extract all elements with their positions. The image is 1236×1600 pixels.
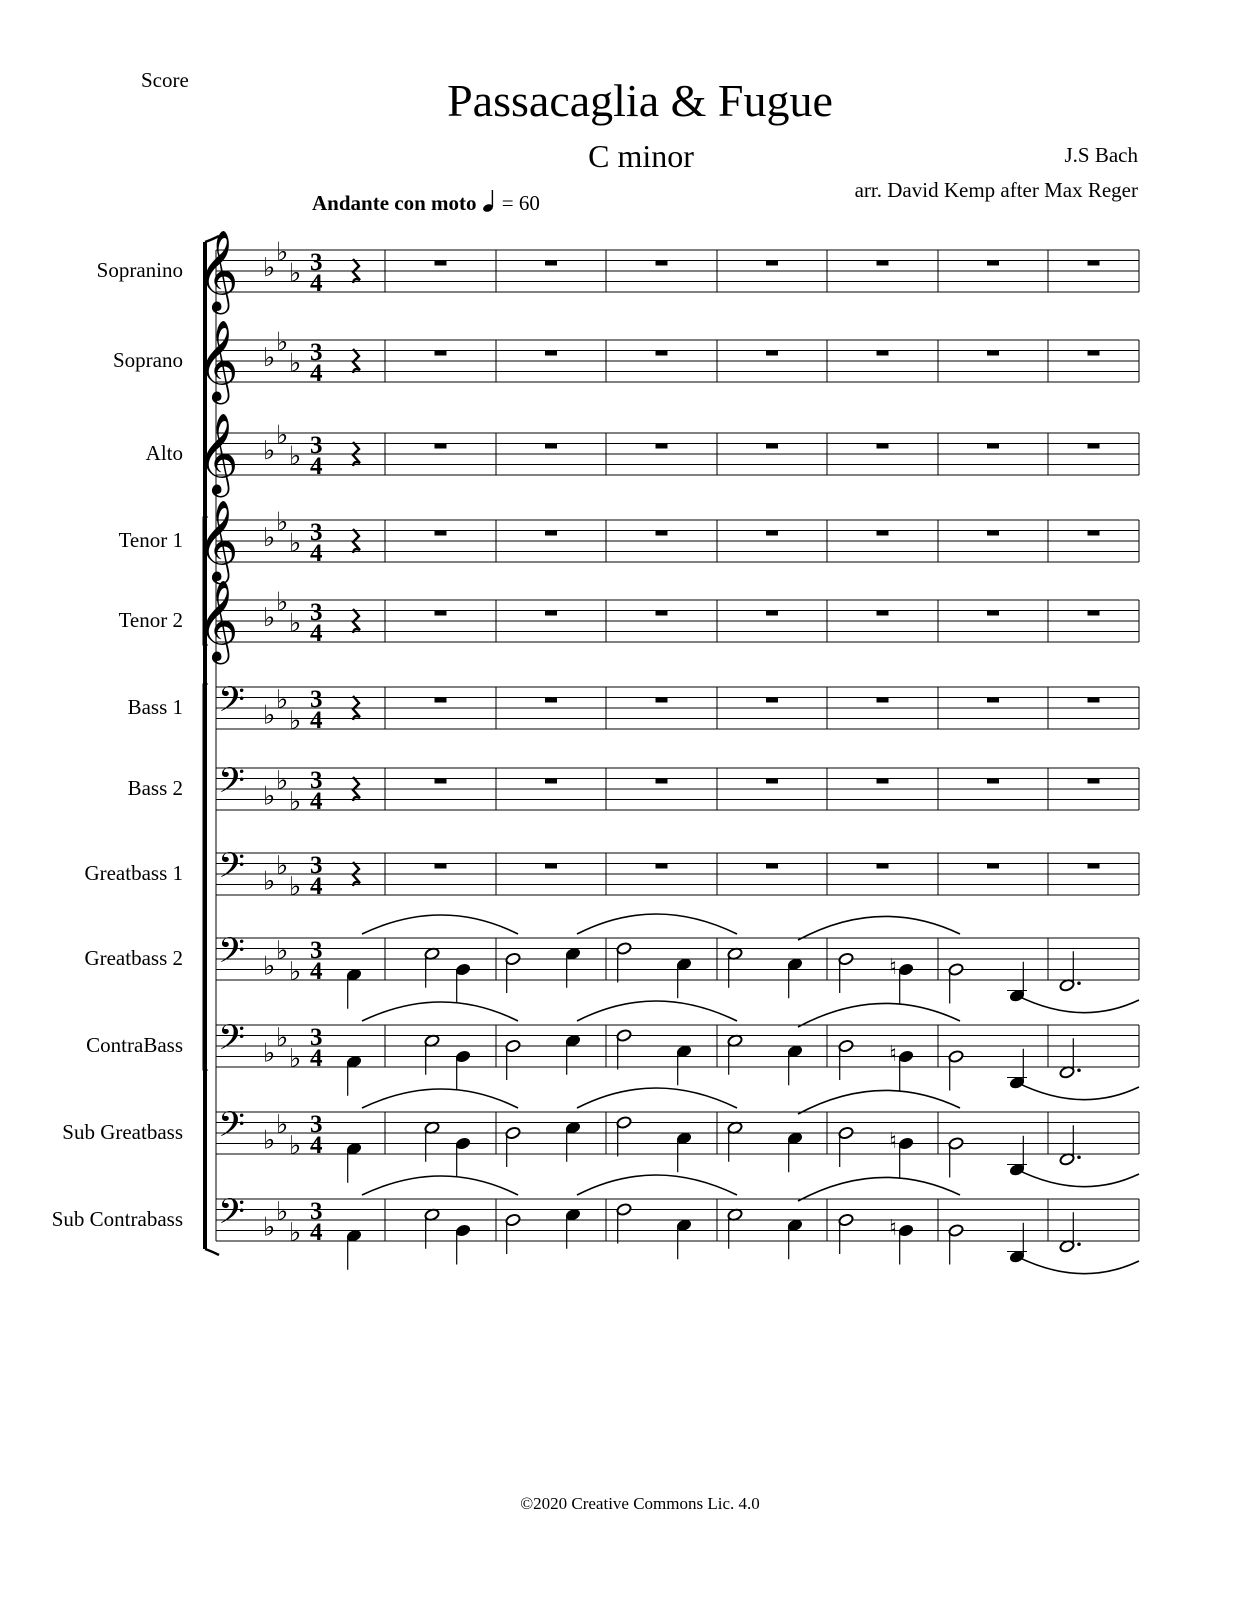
slur bbox=[362, 1002, 518, 1021]
whole-rest bbox=[545, 864, 557, 869]
whole-rest bbox=[766, 444, 778, 449]
flat-icon: ♭ bbox=[276, 507, 289, 538]
whole-rest bbox=[987, 351, 999, 356]
time-signature-top: 3 bbox=[310, 852, 323, 879]
whole-rest bbox=[877, 261, 889, 266]
flat-icon: ♭ bbox=[263, 343, 276, 373]
whole-rest bbox=[987, 444, 999, 449]
whole-rest bbox=[877, 611, 889, 616]
note-head bbox=[616, 1203, 632, 1217]
composer: J.S Bach bbox=[1064, 143, 1138, 167]
flat-icon: ♭ bbox=[263, 436, 276, 466]
flat-icon: ♭ bbox=[276, 765, 289, 796]
flat-icon: ♭ bbox=[289, 348, 302, 379]
natural-icon: ♮ bbox=[889, 1216, 897, 1241]
time-signature-bottom: 4 bbox=[310, 873, 323, 900]
time-signature-top: 3 bbox=[310, 432, 323, 459]
staff-sub-greatbass bbox=[216, 1088, 1139, 1187]
note-head bbox=[898, 1050, 914, 1064]
flat-icon: ♭ bbox=[276, 684, 289, 715]
flat-icon: ♭ bbox=[263, 253, 276, 283]
flat-icon: ♭ bbox=[289, 1043, 302, 1074]
flat-icon: ♭ bbox=[289, 1130, 302, 1161]
slur bbox=[577, 1088, 737, 1108]
flat-icon: ♭ bbox=[276, 1196, 289, 1227]
slur bbox=[1014, 1168, 1139, 1187]
whole-rest bbox=[766, 351, 778, 356]
note-head bbox=[838, 1213, 854, 1227]
staff-contrabass bbox=[216, 1001, 1139, 1100]
flat-icon: ♭ bbox=[263, 603, 276, 633]
flat-icon: ♭ bbox=[289, 786, 302, 817]
instrument-name: Greatbass 2 bbox=[84, 946, 183, 970]
piece-subtitle: C minor bbox=[588, 138, 694, 174]
staff-bass-2 bbox=[216, 760, 1139, 817]
staff-soprano bbox=[197, 319, 1139, 404]
time-signature-top: 3 bbox=[310, 686, 323, 713]
whole-rest bbox=[987, 261, 999, 266]
whole-rest bbox=[435, 531, 447, 536]
whole-rest bbox=[877, 864, 889, 869]
whole-rest bbox=[656, 611, 668, 616]
flat-icon: ♭ bbox=[276, 850, 289, 881]
note-head bbox=[898, 1137, 914, 1151]
whole-rest bbox=[435, 698, 447, 703]
staff-sub-contrabass bbox=[216, 1175, 1139, 1274]
staff-sopranino bbox=[197, 229, 1139, 314]
natural-icon: ♮ bbox=[889, 1042, 897, 1067]
instrument-name: Greatbass 1 bbox=[84, 861, 183, 885]
whole-rest bbox=[1088, 779, 1100, 784]
staff-greatbass-1 bbox=[216, 845, 1139, 902]
bass-clef-icon: 𝄢 bbox=[218, 1191, 246, 1240]
whole-rest bbox=[877, 444, 889, 449]
whole-rest bbox=[656, 261, 668, 266]
time-signature-bottom: 4 bbox=[310, 1219, 323, 1246]
whole-rest bbox=[766, 531, 778, 536]
whole-rest bbox=[1088, 351, 1100, 356]
whole-rest bbox=[435, 611, 447, 616]
flat-icon: ♭ bbox=[289, 1217, 302, 1248]
whole-rest bbox=[545, 351, 557, 356]
time-signature-bottom: 4 bbox=[310, 360, 323, 387]
slur bbox=[577, 1175, 737, 1195]
flat-icon: ♭ bbox=[263, 1212, 276, 1243]
note-head bbox=[505, 952, 521, 966]
note-head bbox=[838, 952, 854, 966]
treble-clef-icon: 𝄞 bbox=[197, 229, 239, 311]
whole-rest bbox=[1088, 531, 1100, 536]
note-head bbox=[898, 963, 914, 977]
slur bbox=[798, 916, 960, 940]
flat-icon: ♭ bbox=[263, 1038, 276, 1069]
flat-icon: ♭ bbox=[276, 935, 289, 966]
treble-clef-icon: 𝄞 bbox=[197, 319, 239, 401]
time-signature-top: 3 bbox=[310, 249, 323, 276]
tempo-value: = 60 bbox=[501, 191, 540, 215]
flat-icon: ♭ bbox=[276, 237, 289, 268]
whole-rest bbox=[877, 531, 889, 536]
whole-rest bbox=[545, 261, 557, 266]
flat-icon: ♭ bbox=[276, 587, 289, 618]
whole-rest bbox=[545, 698, 557, 703]
natural-icon: ♮ bbox=[889, 955, 897, 980]
bass-clef-icon: 𝄢 bbox=[218, 1017, 246, 1066]
note-head bbox=[455, 1050, 471, 1064]
flat-icon: ♭ bbox=[289, 871, 302, 902]
flat-icon: ♭ bbox=[263, 866, 276, 897]
natural-icon: ♮ bbox=[889, 1129, 897, 1154]
time-signature-bottom: 4 bbox=[310, 1132, 323, 1159]
note-head bbox=[616, 1116, 632, 1130]
time-signature-bottom: 4 bbox=[310, 958, 323, 985]
slur bbox=[362, 915, 518, 934]
bracket-hook bbox=[205, 1249, 219, 1255]
instrument-name: Bass 1 bbox=[127, 695, 183, 719]
note-head bbox=[616, 942, 632, 956]
instrument-name: Tenor 1 bbox=[118, 528, 183, 552]
flat-icon: ♭ bbox=[289, 258, 302, 289]
staff-tenor-2 bbox=[197, 579, 1139, 664]
time-signature-bottom: 4 bbox=[310, 1045, 323, 1072]
slur bbox=[577, 914, 737, 934]
whole-rest bbox=[987, 531, 999, 536]
time-signature-bottom: 4 bbox=[310, 270, 323, 297]
flat-icon: ♭ bbox=[289, 608, 302, 639]
score-label: Score bbox=[141, 68, 189, 92]
time-signature-bottom: 4 bbox=[310, 540, 323, 567]
augmentation-dot bbox=[1077, 981, 1081, 985]
instrument-name: Bass 2 bbox=[127, 776, 183, 800]
note-head bbox=[838, 1039, 854, 1053]
whole-rest bbox=[656, 779, 668, 784]
whole-rest bbox=[1088, 444, 1100, 449]
whole-rest bbox=[656, 698, 668, 703]
slur bbox=[577, 1001, 737, 1021]
note-head bbox=[455, 1137, 471, 1151]
flat-icon: ♭ bbox=[289, 441, 302, 472]
whole-rest bbox=[435, 864, 447, 869]
note-head bbox=[455, 1224, 471, 1238]
treble-clef-icon: 𝄞 bbox=[197, 499, 239, 581]
whole-rest bbox=[877, 698, 889, 703]
note-head bbox=[455, 963, 471, 977]
instrument-name: Sub Greatbass bbox=[62, 1120, 183, 1144]
note-head bbox=[898, 1224, 914, 1238]
whole-rest bbox=[987, 864, 999, 869]
whole-rest bbox=[656, 864, 668, 869]
whole-rest bbox=[766, 698, 778, 703]
whole-rest bbox=[435, 444, 447, 449]
whole-rest bbox=[545, 531, 557, 536]
flat-icon: ♭ bbox=[289, 956, 302, 987]
time-signature-bottom: 4 bbox=[310, 707, 323, 734]
flat-icon: ♭ bbox=[276, 1022, 289, 1053]
note-head bbox=[616, 1029, 632, 1043]
note-head bbox=[505, 1126, 521, 1140]
whole-rest bbox=[545, 611, 557, 616]
time-signature-bottom: 4 bbox=[310, 620, 323, 647]
bass-clef-icon: 𝄢 bbox=[218, 845, 246, 894]
whole-rest bbox=[1088, 261, 1100, 266]
whole-rest bbox=[435, 261, 447, 266]
bass-clef-icon: 𝄢 bbox=[218, 679, 246, 728]
slur bbox=[1014, 1081, 1139, 1100]
slur bbox=[362, 1176, 518, 1195]
note-head bbox=[505, 1039, 521, 1053]
flat-icon: ♭ bbox=[276, 327, 289, 358]
whole-rest bbox=[877, 779, 889, 784]
flat-icon: ♭ bbox=[289, 528, 302, 559]
staff-greatbass-2 bbox=[216, 914, 1139, 1013]
whole-rest bbox=[435, 779, 447, 784]
flat-icon: ♭ bbox=[263, 523, 276, 553]
staff-alto bbox=[197, 412, 1139, 497]
whole-rest bbox=[766, 779, 778, 784]
whole-rest bbox=[545, 779, 557, 784]
treble-clef-icon: 𝄞 bbox=[197, 412, 239, 494]
whole-rest bbox=[987, 779, 999, 784]
whole-rest bbox=[987, 698, 999, 703]
bass-clef-icon: 𝄢 bbox=[218, 1104, 246, 1153]
whole-rest bbox=[1088, 698, 1100, 703]
instrument-name: Alto bbox=[145, 441, 183, 465]
flat-icon: ♭ bbox=[263, 951, 276, 982]
slur bbox=[362, 1089, 518, 1108]
flat-icon: ♭ bbox=[263, 1125, 276, 1156]
piece-title: Passacaglia & Fugue bbox=[447, 75, 833, 126]
copyright: ©2020 Creative Commons Lic. 4.0 bbox=[520, 1494, 760, 1513]
instrument-name: Sub Contrabass bbox=[51, 1207, 183, 1231]
note-head bbox=[838, 1126, 854, 1140]
note-head bbox=[948, 1224, 964, 1238]
bass-clef-icon: 𝄢 bbox=[218, 760, 246, 809]
instrument-name: Sopranino bbox=[96, 258, 183, 282]
arranger: arr. David Kemp after Max Reger bbox=[854, 178, 1138, 202]
time-signature-top: 3 bbox=[310, 1198, 323, 1225]
time-signature-top: 3 bbox=[310, 339, 323, 366]
tempo-text: Andante con moto bbox=[312, 191, 477, 215]
slur bbox=[1014, 994, 1139, 1013]
time-signature-top: 3 bbox=[310, 767, 323, 794]
slur bbox=[798, 1003, 960, 1027]
whole-rest bbox=[656, 531, 668, 536]
flat-icon: ♭ bbox=[263, 781, 276, 812]
slur bbox=[1014, 1255, 1139, 1274]
time-signature-bottom: 4 bbox=[310, 453, 323, 480]
time-signature-top: 3 bbox=[310, 937, 323, 964]
whole-rest bbox=[656, 351, 668, 356]
whole-rest bbox=[656, 444, 668, 449]
instrument-name: ContraBass bbox=[86, 1033, 183, 1057]
flat-icon: ♭ bbox=[276, 420, 289, 451]
staff-bass-1 bbox=[216, 679, 1139, 736]
slur bbox=[798, 1177, 960, 1201]
note-head bbox=[948, 963, 964, 977]
treble-clef-icon: 𝄞 bbox=[197, 579, 239, 661]
time-signature-top: 3 bbox=[310, 519, 323, 546]
time-signature-top: 3 bbox=[310, 1111, 323, 1138]
note-head bbox=[948, 1137, 964, 1151]
instrument-name: Soprano bbox=[113, 348, 183, 372]
whole-rest bbox=[435, 351, 447, 356]
whole-rest bbox=[877, 351, 889, 356]
time-signature-bottom: 4 bbox=[310, 788, 323, 815]
whole-rest bbox=[1088, 611, 1100, 616]
time-signature-top: 3 bbox=[310, 599, 323, 626]
augmentation-dot bbox=[1077, 1242, 1081, 1246]
flat-icon: ♭ bbox=[276, 1109, 289, 1140]
slur bbox=[798, 1090, 960, 1114]
time-signature-top: 3 bbox=[310, 1024, 323, 1051]
whole-rest bbox=[545, 444, 557, 449]
note-head bbox=[948, 1050, 964, 1064]
whole-rest bbox=[987, 611, 999, 616]
instrument-name: Tenor 2 bbox=[118, 608, 183, 632]
bass-clef-icon: 𝄢 bbox=[218, 930, 246, 979]
whole-rest bbox=[766, 611, 778, 616]
flat-icon: ♭ bbox=[263, 700, 276, 731]
whole-rest bbox=[1088, 864, 1100, 869]
note-head bbox=[505, 1213, 521, 1227]
staff-tenor-1 bbox=[197, 499, 1139, 584]
whole-rest bbox=[766, 864, 778, 869]
augmentation-dot bbox=[1077, 1155, 1081, 1159]
augmentation-dot bbox=[1077, 1068, 1081, 1072]
flat-icon: ♭ bbox=[289, 705, 302, 736]
whole-rest bbox=[766, 261, 778, 266]
